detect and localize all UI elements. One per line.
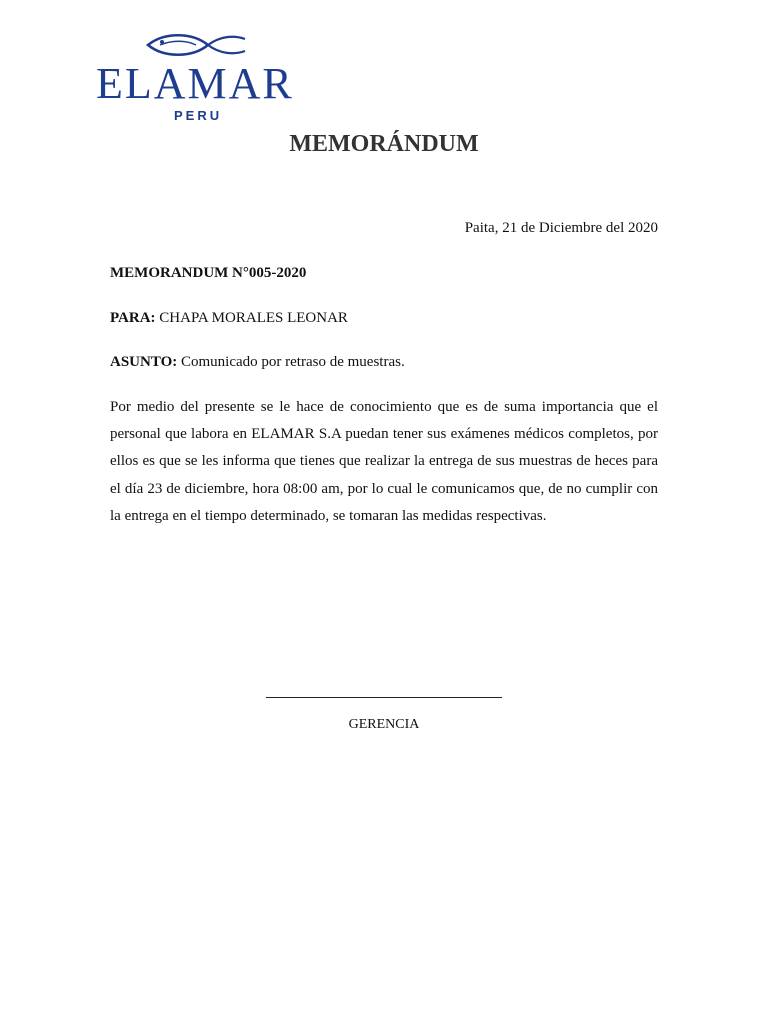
- document-title: MEMORÁNDUM: [289, 131, 479, 157]
- subject-text: Comunicado por retraso de muestras.: [181, 354, 405, 370]
- document-date: Paita, 21 de Diciembre del 2020: [464, 220, 658, 236]
- subject-label: ASUNTO:: [110, 354, 178, 370]
- logo-country: PERU: [174, 108, 223, 123]
- company-logo: [96, 28, 300, 124]
- memo-reference: MEMORANDUM N°005-2020: [110, 265, 307, 281]
- recipient-label: PARA:: [110, 310, 156, 326]
- subject-line: [110, 352, 658, 372]
- signature-label: GERENCIA: [348, 717, 420, 732]
- signature-line: [266, 697, 502, 698]
- recipient-name: CHAPA MORALES LEONAR: [159, 310, 348, 326]
- memo-body: Por medio del presente se le hace de conocimiento que es de suma importancia que el personal que labora en ELAMAR S.A puedan tener sus exámenes médicos completos, por ellos es que se les informa que tienes que realizar la entrega de sus muestras de heces para el día 23 de diciembre, hora 08:00 am, por lo cual le comunicamos que, de no cumplir con la entrega en el tiempo determinado, se tomaran las medidas respectivas.: [110, 399, 658, 524]
- fish-icon: [142, 30, 246, 60]
- recipient-line: [110, 308, 658, 328]
- logo-wordmark: ELAMAR: [96, 59, 294, 108]
